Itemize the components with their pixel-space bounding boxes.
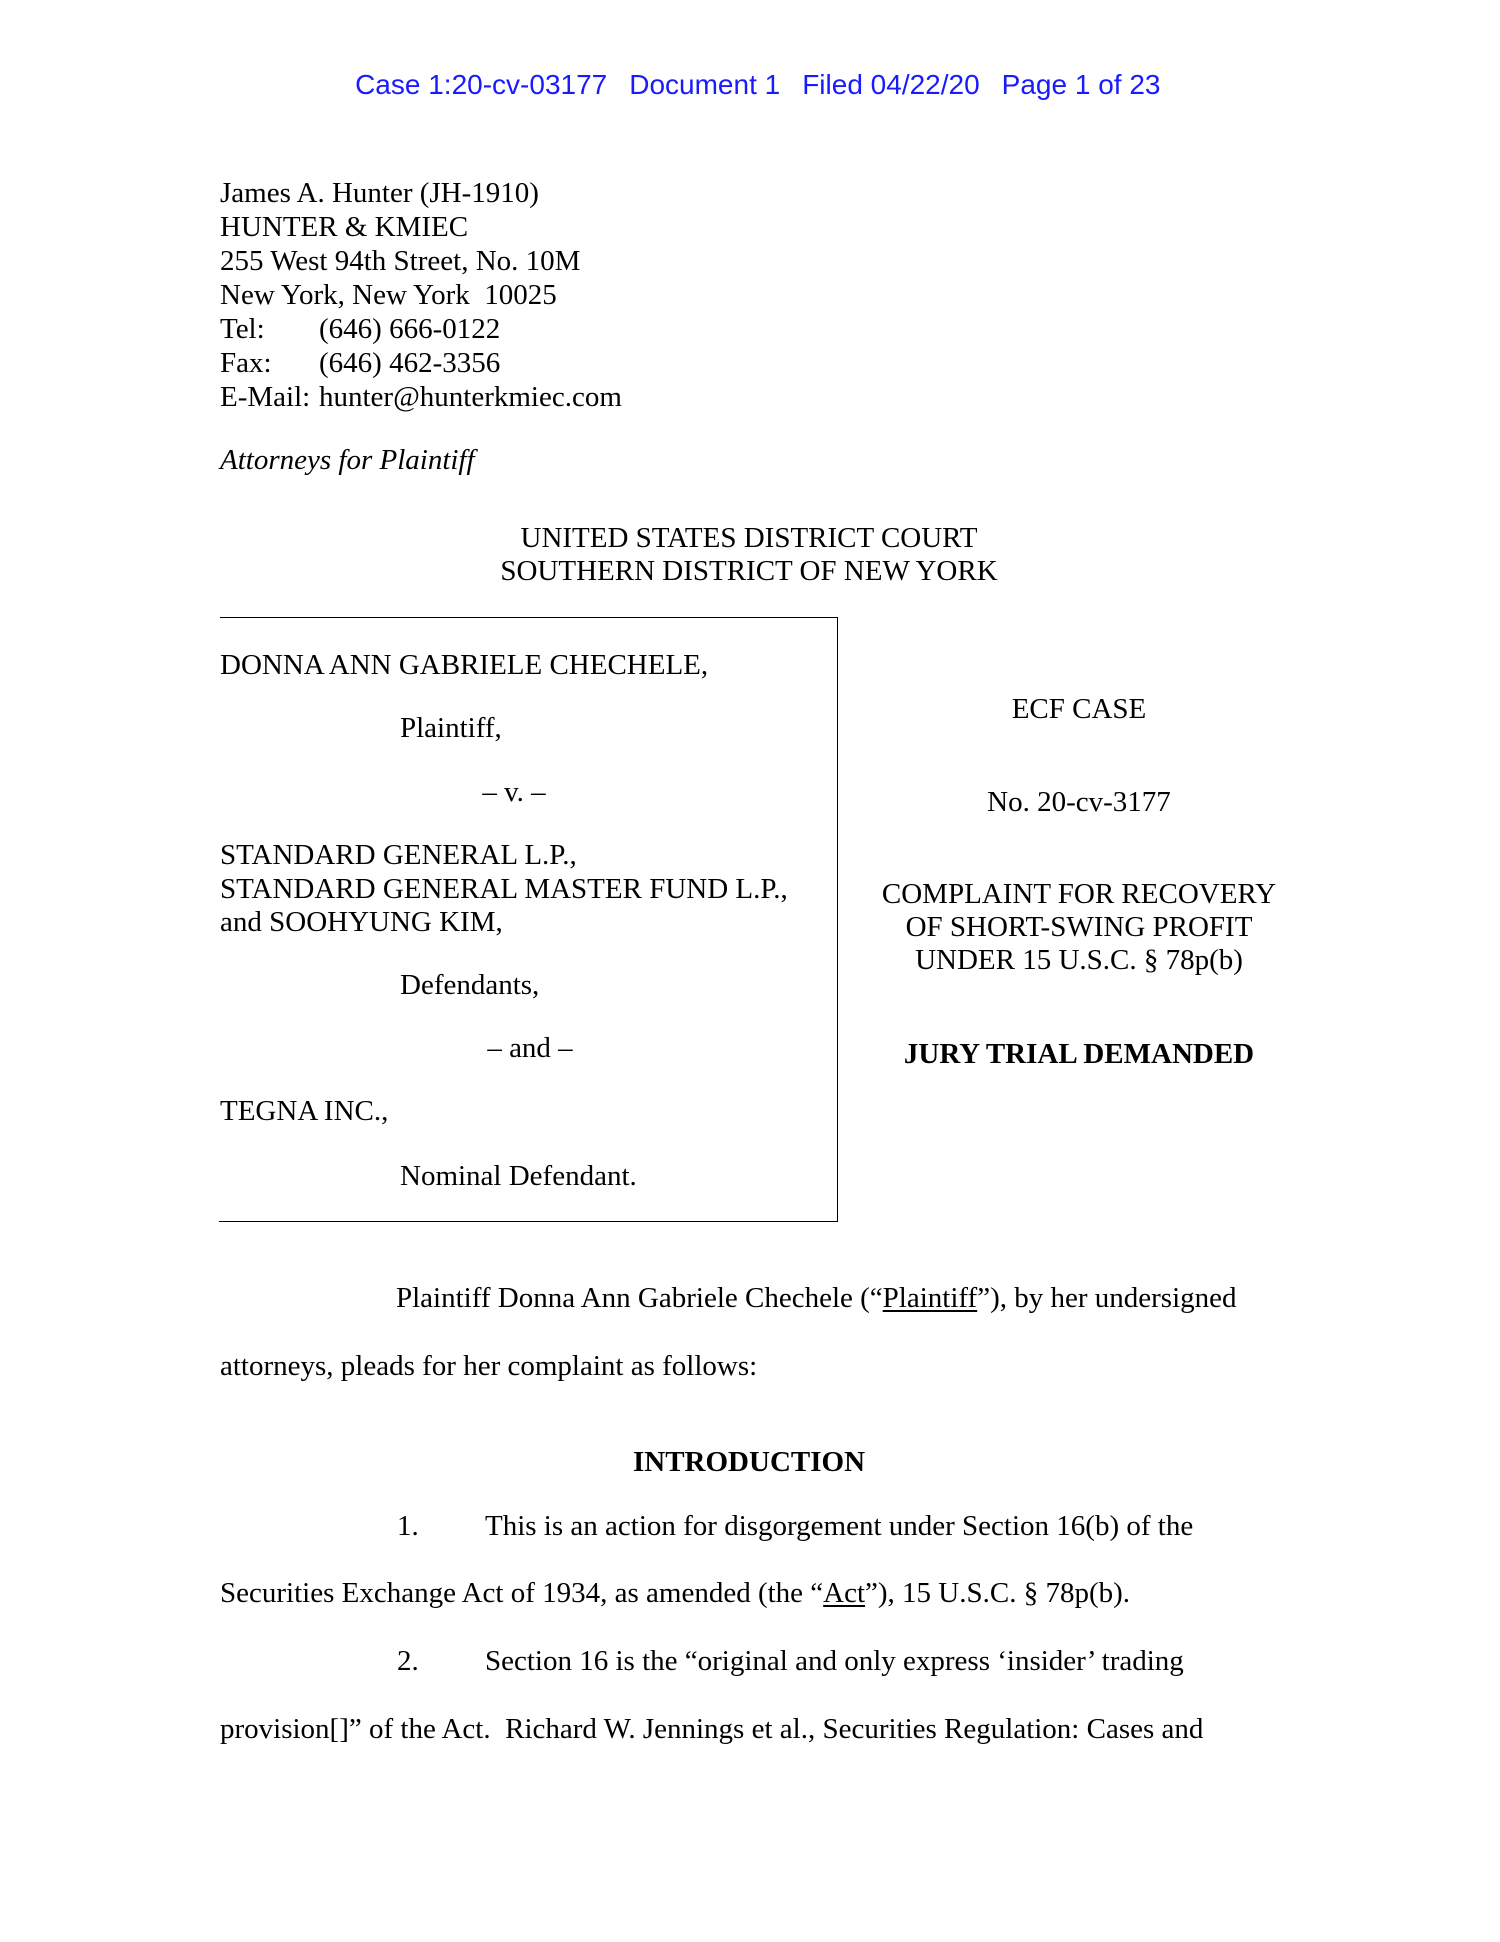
caption-bottom-rule (219, 1221, 838, 1222)
tel-value: (646) 666-0122 (319, 313, 501, 345)
fax-value: (646) 462-3356 (319, 347, 501, 379)
defendant-line: and SOOHYUNG KIM, (220, 906, 503, 938)
document-number: Document 1 (629, 69, 781, 100)
complaint-title: UNDER 15 U.S.C. § 78p(b) (915, 944, 1243, 976)
paragraph-text: This is an action for disgorgement under Section 16(b) of the (485, 1510, 1194, 1542)
plaintiff-label: Plaintiff, (400, 712, 502, 744)
ecf-case: ECF CASE (1011, 693, 1147, 725)
section-heading: INTRODUCTION (632, 1446, 866, 1478)
email-label: E-Mail: (220, 381, 311, 413)
court-name: UNITED STATES DISTRICT COURT (520, 522, 978, 554)
intro-line-2: attorneys, pleads for her complaint as follows: (220, 1350, 758, 1382)
paragraph-text-part: Securities Exchange Act of 1934, as amended (the “ (220, 1577, 824, 1609)
ecf-header (0, 34, 1500, 102)
nominal-defendant-name: TEGNA INC., (220, 1095, 389, 1127)
paragraph-number: 1. (397, 1510, 419, 1542)
filed-date: Filed 04/22/20 (802, 69, 980, 100)
and-separator: – and – (487, 1032, 573, 1064)
tel-label: Tel: (220, 313, 265, 345)
page-number: Page 1 of 23 (1001, 69, 1161, 100)
complaint-title: COMPLAINT FOR RECOVERY (881, 878, 1277, 910)
intro-text: ”), by her undersigned (977, 1282, 1237, 1314)
nominal-defendant-label: Nominal Defendant. (400, 1160, 637, 1192)
case-number: Case 1:20-cv-03177 (355, 69, 608, 100)
intro-text: Plaintiff Donna Ann Gabriele Chechele (“ (396, 1282, 883, 1314)
attorney-role: Attorneys for Plaintiff (220, 444, 475, 476)
defendant-line: STANDARD GENERAL MASTER FUND L.P., (220, 873, 788, 905)
defendant-line: STANDARD GENERAL L.P., (220, 839, 577, 871)
defined-term: Act (823, 1577, 866, 1609)
firm-name: HUNTER & KMIEC (220, 211, 469, 243)
caption-top-rule (220, 617, 838, 618)
paragraph-text: Section 16 is the “original and only express ‘insider’ trading (485, 1645, 1184, 1677)
defendants-label: Defendants, (400, 969, 540, 1001)
defined-term: Plaintiff (882, 1282, 978, 1314)
intro-line (396, 1281, 1237, 1315)
email-value: hunter@hunterkmiec.com (319, 381, 622, 413)
docket-number: No. 20-cv-3177 (987, 786, 1171, 818)
paragraph-text (220, 1576, 1130, 1610)
complaint-title: OF SHORT-SWING PROFIT (905, 911, 1253, 943)
attorney-name: James A. Hunter (JH-1910) (220, 177, 539, 209)
paragraph-text: provision[]” of the Act. Richard W. Jennings et al., Securities Regulation: Cases and (220, 1713, 1204, 1745)
caption-vertical-rule (837, 617, 838, 1222)
court-district: SOUTHERN DISTRICT OF NEW YORK (500, 555, 998, 587)
paragraph-number: 2. (397, 1645, 419, 1677)
versus: – v. – (482, 776, 546, 808)
jury-demand: JURY TRIAL DEMANDED (903, 1038, 1255, 1070)
city-address: New York, New York 10025 (220, 279, 557, 311)
street-address: 255 West 94th Street, No. 10M (220, 245, 581, 277)
paragraph-text-part: ”), 15 U.S.C. § 78p(b). (865, 1577, 1131, 1609)
fax-label: Fax: (220, 347, 272, 379)
plaintiff-name: DONNA ANN GABRIELE CHECHELE, (220, 649, 709, 681)
